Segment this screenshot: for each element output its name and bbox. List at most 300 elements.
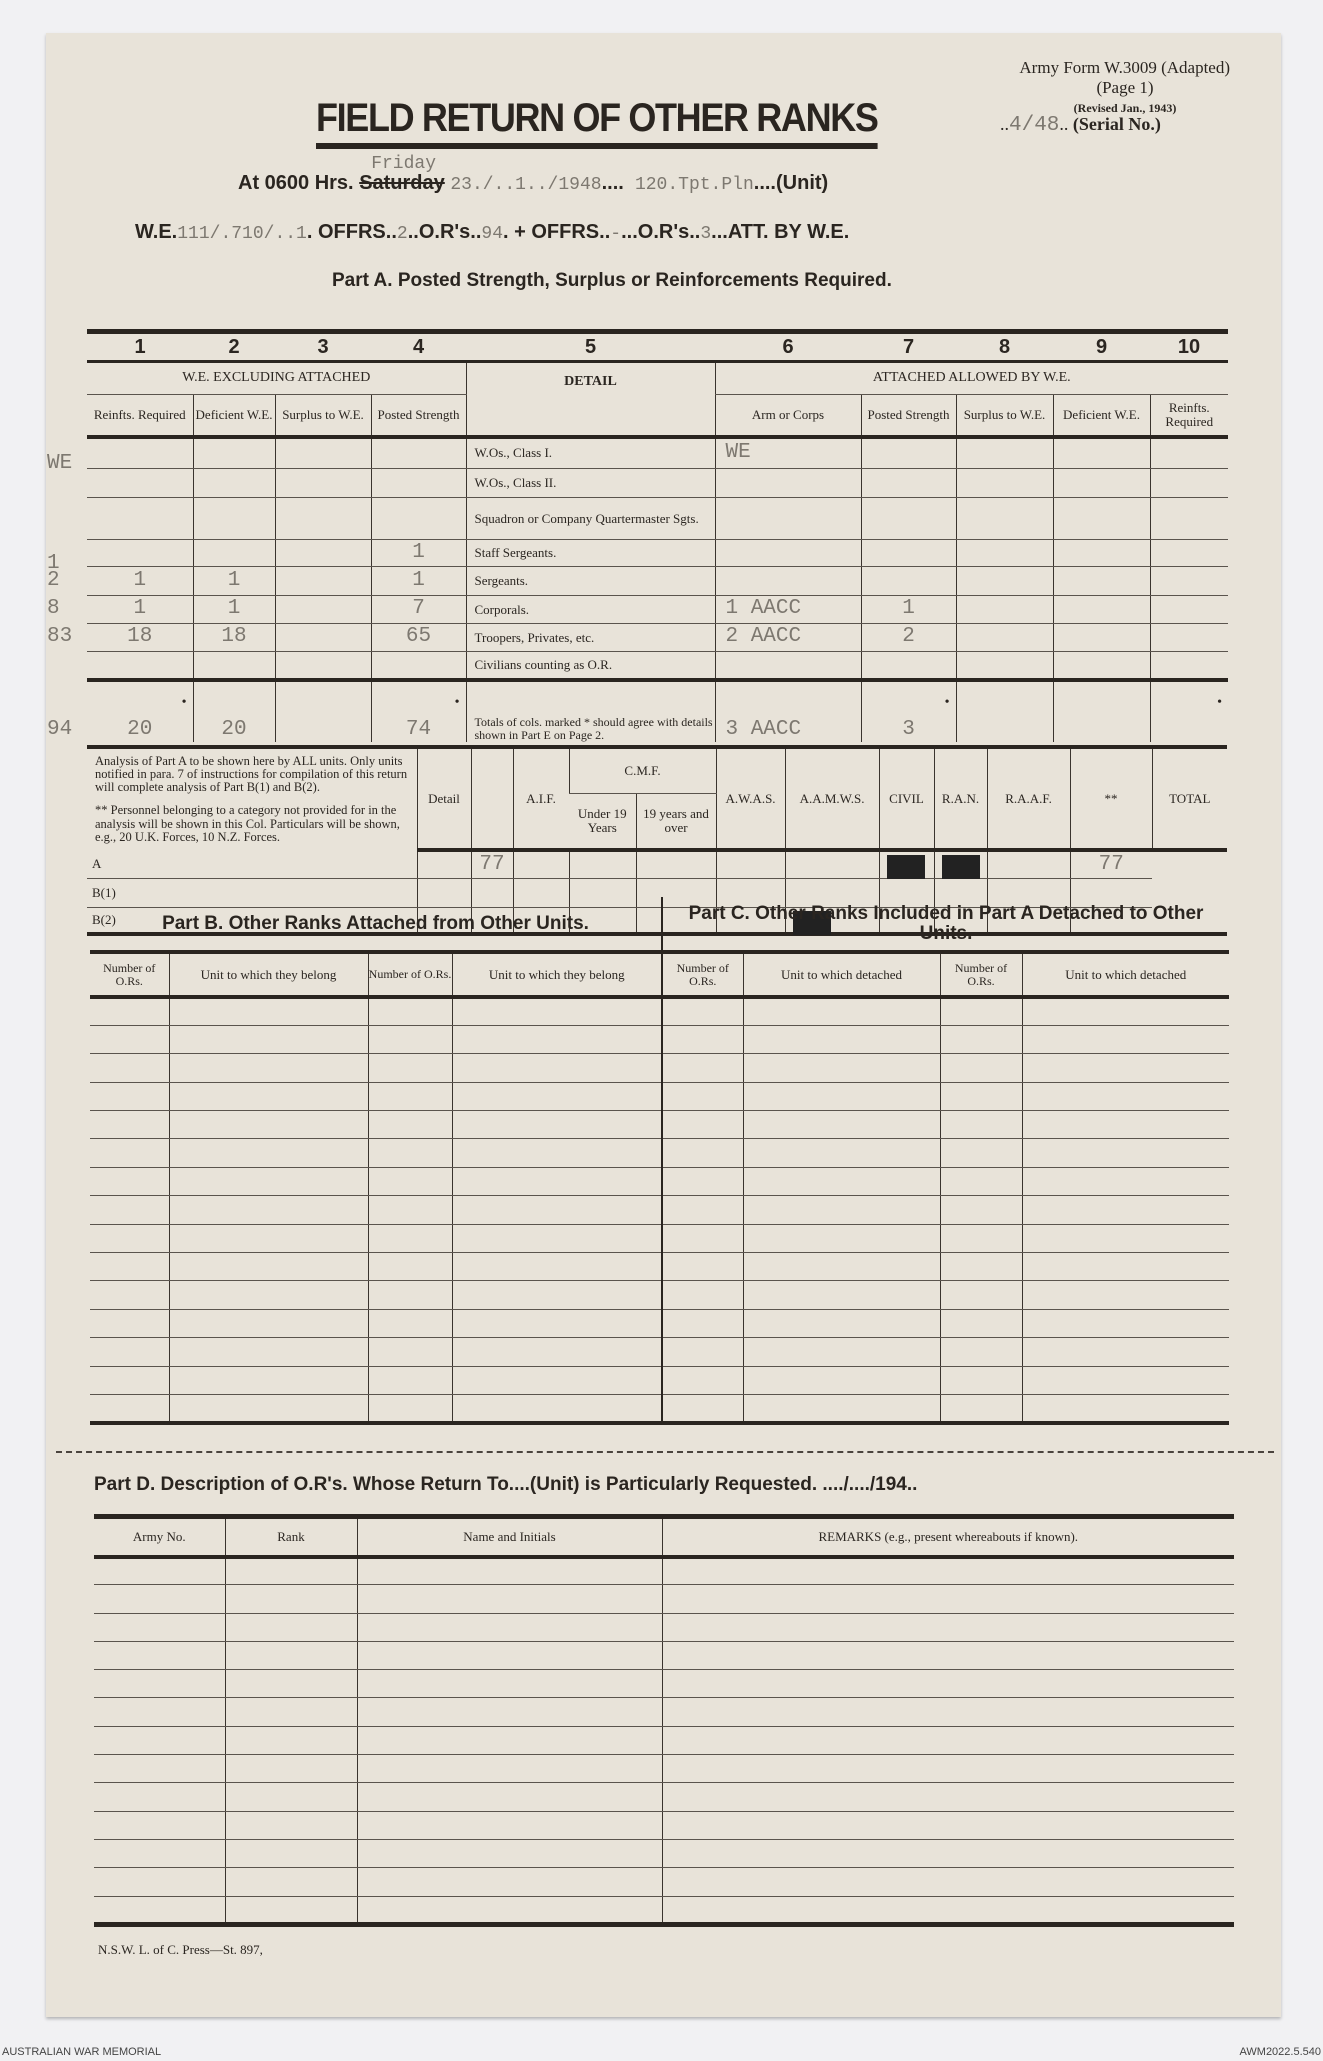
- entry-cell[interactable]: [743, 997, 940, 1025]
- column-number: 10: [1150, 332, 1228, 362]
- table-row: [87, 680, 1228, 742]
- part-c-column-header: Unit to which detached: [743, 952, 940, 997]
- column-number: 3: [275, 332, 371, 362]
- value-cell: [275, 652, 371, 680]
- asterisk-mark: •: [944, 694, 950, 710]
- entry-row: [90, 1366, 1229, 1394]
- entry-cell[interactable]: [225, 1868, 357, 1896]
- entry-cell[interactable]: [94, 1896, 225, 1924]
- entry-cell[interactable]: [368, 1366, 452, 1394]
- part-c-heading: Part C. Other Ranks Included in Part A Detached to Other Units.: [662, 897, 1229, 952]
- entry-cell[interactable]: [368, 1394, 452, 1422]
- other-category-header: **: [1070, 747, 1152, 850]
- entry-cell[interactable]: [368, 1338, 452, 1366]
- analysis-note-instructions: Analysis of Part A to be shown here by ALL units. Only units notified in para. 7 of instructions for compilation of this return will complete analysis of Part B(1) and B(2).: [95, 754, 408, 795]
- entry-cell[interactable]: [368, 997, 452, 1025]
- entry-cell[interactable]: [225, 1698, 357, 1726]
- entry-cell[interactable]: [743, 1394, 940, 1422]
- entry-cell[interactable]: [1022, 1394, 1229, 1422]
- entry-cell[interactable]: [1022, 1111, 1229, 1139]
- entry-cell[interactable]: [169, 1281, 368, 1309]
- value-cell: [275, 680, 371, 742]
- entry-cell[interactable]: [94, 1698, 225, 1726]
- table-row: [87, 596, 1228, 624]
- value-cell: [1150, 680, 1228, 742]
- offrs-value: 2: [396, 224, 408, 244]
- entry-cell[interactable]: [90, 1082, 169, 1110]
- entry-cell[interactable]: [662, 1868, 1234, 1896]
- entry-cell[interactable]: [662, 1025, 743, 1053]
- entry-cell[interactable]: [1022, 1224, 1229, 1252]
- entry-cell[interactable]: [94, 1839, 225, 1867]
- entry-cell[interactable]: [662, 1054, 743, 1082]
- entry-cell[interactable]: [662, 1641, 1234, 1669]
- value-cell: [861, 437, 956, 469]
- entry-cell[interactable]: [90, 1366, 169, 1394]
- value-cell: 1: [371, 567, 466, 596]
- entry-cell[interactable]: [662, 1557, 1234, 1585]
- table-row: [87, 498, 1228, 540]
- entry-cell[interactable]: [743, 1139, 940, 1167]
- entry-cell[interactable]: [357, 1896, 662, 1924]
- entry-cell[interactable]: [169, 1111, 368, 1139]
- entry-cell[interactable]: [743, 1111, 940, 1139]
- entry-cell[interactable]: [90, 1111, 169, 1139]
- value-cell: 3 •: [861, 680, 956, 742]
- entry-cell[interactable]: [357, 1811, 662, 1839]
- sub-header: Posted Strength: [371, 395, 466, 437]
- value-cell: 74 •: [371, 680, 466, 742]
- entry-cell[interactable]: [94, 1726, 225, 1754]
- value-cell: [275, 596, 371, 624]
- value-cell: [47, 437, 193, 476]
- unit-label: (Unit): [776, 172, 829, 194]
- we-margin-value: 83: [47, 625, 73, 649]
- entry-cell[interactable]: [90, 1054, 169, 1082]
- asterisk-mark: •: [454, 694, 460, 710]
- entry-cell[interactable]: [1022, 1196, 1229, 1224]
- entry-cell[interactable]: [1022, 1025, 1229, 1053]
- value-cell: [193, 498, 275, 540]
- entry-cell[interactable]: [452, 1196, 662, 1224]
- entry-cell[interactable]: [452, 997, 662, 1025]
- entry-cell[interactable]: [940, 1281, 1022, 1309]
- awas-header: A.W.A.S.: [716, 747, 785, 850]
- entry-cell[interactable]: [357, 1698, 662, 1726]
- entry-cell[interactable]: [368, 1196, 452, 1224]
- analysis-note-other: ** Personnel belonging to a category not provided for in the analysis will be shown in this Col. Particulars will be shown, e.g., 20 U.K. Forces, 10 N.Z. Forces.: [95, 803, 400, 844]
- value-cell: 18 83: [87, 624, 193, 652]
- value-cell: [1053, 469, 1150, 498]
- aif-header: A.I.F.: [513, 747, 569, 850]
- entry-cell[interactable]: [940, 1139, 1022, 1167]
- value-cell: 1 2: [87, 567, 193, 596]
- entry-cell[interactable]: [662, 1366, 743, 1394]
- entry-cell[interactable]: [225, 1670, 357, 1698]
- entry-cell[interactable]: [940, 997, 1022, 1025]
- value-cell: 3 AACC: [715, 680, 861, 742]
- entry-cell[interactable]: [1022, 1281, 1229, 1309]
- entry-cell[interactable]: [90, 1253, 169, 1281]
- entry-cell[interactable]: [1022, 1167, 1229, 1195]
- att-ors-value: 3: [700, 224, 712, 244]
- entry-cell[interactable]: [662, 1139, 743, 1167]
- entry-cell[interactable]: [662, 1811, 1234, 1839]
- value-cell: WE: [715, 437, 861, 469]
- entry-cell[interactable]: [169, 1224, 368, 1252]
- entry-cell[interactable]: [357, 1670, 662, 1698]
- entry-cell[interactable]: [90, 1338, 169, 1366]
- entry-cell[interactable]: [452, 1111, 662, 1139]
- aif-value: 77: [471, 850, 513, 879]
- entry-cell[interactable]: [743, 1309, 940, 1337]
- entry-row: [94, 1670, 1234, 1698]
- entry-cell[interactable]: [169, 1366, 368, 1394]
- entry-row: [90, 1196, 1229, 1224]
- entry-cell[interactable]: [452, 1054, 662, 1082]
- entry-cell[interactable]: [169, 1309, 368, 1337]
- entry-cell[interactable]: [452, 1394, 662, 1422]
- entry-cell[interactable]: [368, 1082, 452, 1110]
- part-d-column-header: REMARKS (e.g., present whereabouts if known).: [662, 1517, 1234, 1557]
- entry-cell[interactable]: [662, 1613, 1234, 1641]
- entry-cell[interactable]: [743, 1082, 940, 1110]
- analysis-cell: [879, 850, 934, 879]
- entry-cell[interactable]: [368, 1167, 452, 1195]
- part-c-column-header: Unit to which detached: [1022, 952, 1229, 997]
- value-cell: 1: [371, 540, 466, 567]
- entry-cell[interactable]: [90, 1309, 169, 1337]
- entry-cell[interactable]: [940, 1025, 1022, 1053]
- value-cell: [1053, 624, 1150, 652]
- entry-cell[interactable]: [90, 1025, 169, 1053]
- table-row: [87, 624, 1228, 652]
- entry-cell[interactable]: [743, 1196, 940, 1224]
- entry-cell[interactable]: [225, 1896, 357, 1924]
- entry-cell[interactable]: [940, 1253, 1022, 1281]
- entry-cell[interactable]: [940, 1082, 1022, 1110]
- we-value: 111/.710/..1: [177, 224, 307, 244]
- entry-cell[interactable]: [743, 1338, 940, 1366]
- detail-label: W.Os., Class I.: [466, 437, 715, 469]
- entry-cell[interactable]: [94, 1613, 225, 1641]
- unit-value: 120.Tpt.Pln: [634, 175, 754, 195]
- value-cell: 1 AACC: [715, 596, 861, 624]
- entry-cell[interactable]: [225, 1557, 357, 1585]
- entry-cell[interactable]: [368, 1139, 452, 1167]
- entry-cell[interactable]: [94, 1585, 225, 1613]
- entry-cell[interactable]: [1022, 1139, 1229, 1167]
- entry-cell[interactable]: [169, 1139, 368, 1167]
- entry-cell[interactable]: [225, 1585, 357, 1613]
- detail-label: W.Os., Class II.: [466, 469, 715, 498]
- value-cell: [275, 540, 371, 567]
- form-number: Army Form W.3009 (Adapted): [1019, 58, 1230, 77]
- entry-cell[interactable]: [357, 1783, 662, 1811]
- entry-cell[interactable]: [662, 1338, 743, 1366]
- total-value: 77: [1070, 850, 1152, 879]
- entry-cell[interactable]: [225, 1783, 357, 1811]
- entry-cell[interactable]: [662, 1167, 743, 1195]
- entry-cell[interactable]: [452, 1281, 662, 1309]
- we-line: W.E.111/.710/..1. OFFRS..2..O.R's..94. + OFFRS..-...O.R's..3...ATT. BY W.E.: [135, 221, 850, 244]
- entry-cell[interactable]: [452, 1338, 662, 1366]
- table-row: [87, 540, 1228, 567]
- printer-imprint: N.S.W. L. of C. Press—St. 897,: [98, 1942, 263, 1957]
- entry-cell[interactable]: [357, 1641, 662, 1669]
- entry-cell[interactable]: [357, 1868, 662, 1896]
- part-a-heading: Part A. Posted Strength, Surplus or Reinforcements Required.: [332, 270, 892, 291]
- cmf-19-and-over-header: 19 years and over: [636, 794, 716, 850]
- entry-cell[interactable]: [452, 1366, 662, 1394]
- entry-cell[interactable]: [90, 1196, 169, 1224]
- part-b-column-header: Unit to which they belong: [169, 952, 368, 997]
- entry-cell[interactable]: [743, 1253, 940, 1281]
- entry-cell[interactable]: [1022, 1253, 1229, 1281]
- entry-cell[interactable]: [1022, 997, 1229, 1025]
- entry-cell[interactable]: [94, 1755, 225, 1783]
- analysis-row-label: B(2): [87, 908, 417, 934]
- analysis-cell: [513, 850, 569, 879]
- value-cell: 1: [193, 596, 275, 624]
- entry-cell[interactable]: [662, 1394, 743, 1422]
- sub-header: Surplus to W.E.: [275, 395, 371, 437]
- entry-cell[interactable]: [94, 1783, 225, 1811]
- analysis-detail-header: Detail: [417, 747, 471, 850]
- entry-cell[interactable]: [1022, 1082, 1229, 1110]
- entry-cell[interactable]: [169, 1167, 368, 1195]
- value-cell: [956, 567, 1053, 596]
- entry-cell[interactable]: [662, 1726, 1234, 1754]
- entry-cell[interactable]: [169, 1338, 368, 1366]
- entry-row: [90, 1167, 1229, 1195]
- part-a-table: [47, 329, 1228, 742]
- analysis-row-label: A: [87, 850, 417, 879]
- entry-cell[interactable]: [90, 1167, 169, 1195]
- value-cell: 18: [193, 624, 275, 652]
- entry-cell[interactable]: [90, 1281, 169, 1309]
- entry-cell[interactable]: [662, 1309, 743, 1337]
- sub-header: Arm or Corps: [715, 395, 861, 437]
- value-cell: [1053, 498, 1150, 540]
- entry-cell[interactable]: [940, 1111, 1022, 1139]
- value-cell: [956, 498, 1053, 540]
- entry-cell[interactable]: [94, 1670, 225, 1698]
- entry-cell[interactable]: [662, 997, 743, 1025]
- total-header: TOTAL: [1152, 747, 1227, 850]
- att-offrs-label: OFFRS: [531, 221, 600, 243]
- entry-row: [94, 1585, 1234, 1613]
- entry-cell[interactable]: [169, 1253, 368, 1281]
- entry-cell[interactable]: [368, 1224, 452, 1252]
- redaction-block: [887, 855, 925, 879]
- entry-cell[interactable]: [662, 1196, 743, 1224]
- entry-row: [94, 1811, 1234, 1839]
- value-cell: [1053, 437, 1150, 469]
- entry-cell[interactable]: [357, 1585, 662, 1613]
- column-number: 7: [861, 332, 956, 362]
- entry-cell[interactable]: [940, 1309, 1022, 1337]
- entry-cell[interactable]: [940, 1224, 1022, 1252]
- part-b-column-header: Number of O.Rs.: [368, 952, 452, 997]
- entry-cell[interactable]: [169, 1394, 368, 1422]
- entry-cell[interactable]: [662, 1896, 1234, 1924]
- entry-cell[interactable]: [743, 1281, 940, 1309]
- entry-row: [94, 1868, 1234, 1896]
- entry-cell[interactable]: [169, 1054, 368, 1082]
- redaction-block: [942, 855, 980, 879]
- part-b-column-header: Unit to which they belong: [452, 952, 662, 997]
- entry-row: [90, 1025, 1229, 1053]
- value-cell: [861, 540, 956, 567]
- column-number: 5: [466, 332, 715, 362]
- value-cell: 20 • 94: [47, 694, 187, 742]
- group-header-we: W.E. EXCLUDING ATTACHED: [87, 362, 466, 395]
- entry-cell[interactable]: [662, 1224, 743, 1252]
- entry-cell[interactable]: [225, 1726, 357, 1754]
- entry-cell[interactable]: [368, 1253, 452, 1281]
- entry-cell[interactable]: [452, 1025, 662, 1053]
- offrs-label: OFFRS: [317, 221, 386, 243]
- entry-cell[interactable]: [94, 1557, 225, 1585]
- entry-cell[interactable]: [368, 1025, 452, 1053]
- entry-cell[interactable]: [357, 1839, 662, 1867]
- value-cell: [956, 624, 1053, 652]
- entry-cell[interactable]: [94, 1811, 225, 1839]
- entry-cell[interactable]: [368, 1309, 452, 1337]
- entry-cell[interactable]: [357, 1557, 662, 1585]
- entry-cell[interactable]: [368, 1281, 452, 1309]
- sub-header: Reinfts. Required: [1150, 395, 1228, 437]
- form-reference: [900, 58, 1230, 118]
- entry-cell[interactable]: [452, 1224, 662, 1252]
- entry-cell[interactable]: [452, 1167, 662, 1195]
- entry-cell[interactable]: [940, 1338, 1022, 1366]
- entry-cell[interactable]: [1022, 1054, 1229, 1082]
- entry-cell[interactable]: [169, 1082, 368, 1110]
- value-cell: [861, 469, 956, 498]
- entry-cell[interactable]: [743, 1224, 940, 1252]
- entry-cell[interactable]: [90, 1394, 169, 1422]
- entry-cell[interactable]: [452, 1082, 662, 1110]
- detail-label: Squadron or Company Quartermaster Sgts.: [466, 498, 715, 540]
- group-header-attached: ATTACHED ALLOWED BY W.E.: [715, 362, 1228, 395]
- entry-cell[interactable]: [743, 1167, 940, 1195]
- entry-cell[interactable]: [662, 1670, 1234, 1698]
- part-d-header-row: [94, 1517, 1234, 1557]
- entry-cell[interactable]: [452, 1309, 662, 1337]
- part-c-column-header: Number of O.Rs.: [662, 952, 743, 997]
- entry-cell[interactable]: [169, 1025, 368, 1053]
- entry-cell[interactable]: [169, 997, 368, 1025]
- entry-row: [90, 1082, 1229, 1110]
- page-title: FIELD RETURN OF OTHER RANKS: [316, 96, 878, 149]
- value-cell: 65: [371, 624, 466, 652]
- entry-cell[interactable]: [940, 1167, 1022, 1195]
- entry-cell[interactable]: [225, 1641, 357, 1669]
- we-margin-value: 1: [47, 552, 60, 575]
- entry-cell[interactable]: [940, 1366, 1022, 1394]
- table-row: [87, 437, 1228, 469]
- time-date-unit-line: At 0600 Hrs. Saturday Friday 23./..1../1948.... 120.Tpt.Pln....(Unit): [238, 154, 829, 195]
- entry-cell[interactable]: [368, 1111, 452, 1139]
- ran-header: R.A.N.: [934, 747, 987, 850]
- entry-cell[interactable]: [169, 1196, 368, 1224]
- value-cell: [956, 596, 1053, 624]
- entry-cell[interactable]: [662, 1783, 1234, 1811]
- value-cell: [87, 652, 193, 680]
- value-cell: 1 8: [87, 596, 193, 624]
- entry-row: [94, 1839, 1234, 1867]
- entry-cell[interactable]: [662, 1755, 1234, 1783]
- entry-row: [94, 1698, 1234, 1726]
- entry-cell[interactable]: [743, 1366, 940, 1394]
- asterisk-mark: •: [181, 694, 187, 710]
- analysis-cell: [987, 850, 1070, 879]
- value-cell: [1053, 596, 1150, 624]
- entry-cell[interactable]: [940, 1196, 1022, 1224]
- value-cell: [1150, 652, 1228, 680]
- entry-row: [94, 1896, 1234, 1924]
- entry-cell[interactable]: [743, 1025, 940, 1053]
- entry-cell[interactable]: [368, 1054, 452, 1082]
- entry-cell[interactable]: [225, 1811, 357, 1839]
- entry-cell[interactable]: [90, 997, 169, 1025]
- entry-cell[interactable]: [1022, 1366, 1229, 1394]
- value-cell: [193, 652, 275, 680]
- sub-header: Deficient W.E.: [193, 395, 275, 437]
- entry-row: [90, 1253, 1229, 1281]
- entry-cell[interactable]: [357, 1755, 662, 1783]
- plus-sign: +: [514, 221, 526, 243]
- value-cell: [371, 469, 466, 498]
- entry-cell[interactable]: [662, 1253, 743, 1281]
- entry-cell[interactable]: [90, 1224, 169, 1252]
- entry-cell[interactable]: [90, 1139, 169, 1167]
- entry-cell[interactable]: [662, 1698, 1234, 1726]
- value-cell: 7: [371, 596, 466, 624]
- part-d-heading: Part D. Description of O.R's. Whose Return To....(Unit) is Particularly Requested. ..../..../194..: [94, 1474, 918, 1495]
- analysis-cell: [417, 850, 471, 879]
- entry-cell[interactable]: [743, 1054, 940, 1082]
- entry-cell[interactable]: [225, 1839, 357, 1867]
- entry-cell[interactable]: [94, 1868, 225, 1896]
- entry-cell[interactable]: [662, 1111, 743, 1139]
- entry-cell[interactable]: [452, 1253, 662, 1281]
- entry-cell[interactable]: [662, 1839, 1234, 1867]
- entry-cell[interactable]: [225, 1613, 357, 1641]
- entry-cell[interactable]: [940, 1054, 1022, 1082]
- entry-cell[interactable]: [662, 1281, 743, 1309]
- entry-cell[interactable]: [662, 1082, 743, 1110]
- value-cell: [1150, 437, 1228, 469]
- value-cell: [275, 624, 371, 652]
- entry-cell[interactable]: [225, 1755, 357, 1783]
- entry-cell[interactable]: [357, 1726, 662, 1754]
- value-cell: [956, 469, 1053, 498]
- entry-cell[interactable]: [94, 1641, 225, 1669]
- entry-cell[interactable]: [1022, 1309, 1229, 1337]
- value-cell: 1: [861, 596, 956, 624]
- value-cell: [371, 498, 466, 540]
- entry-cell[interactable]: [452, 1139, 662, 1167]
- entry-cell[interactable]: [1022, 1338, 1229, 1366]
- entry-row: [94, 1783, 1234, 1811]
- value-cell: [861, 498, 956, 540]
- entry-cell[interactable]: [662, 1585, 1234, 1613]
- entry-cell[interactable]: [357, 1613, 662, 1641]
- entry-cell[interactable]: [940, 1394, 1022, 1422]
